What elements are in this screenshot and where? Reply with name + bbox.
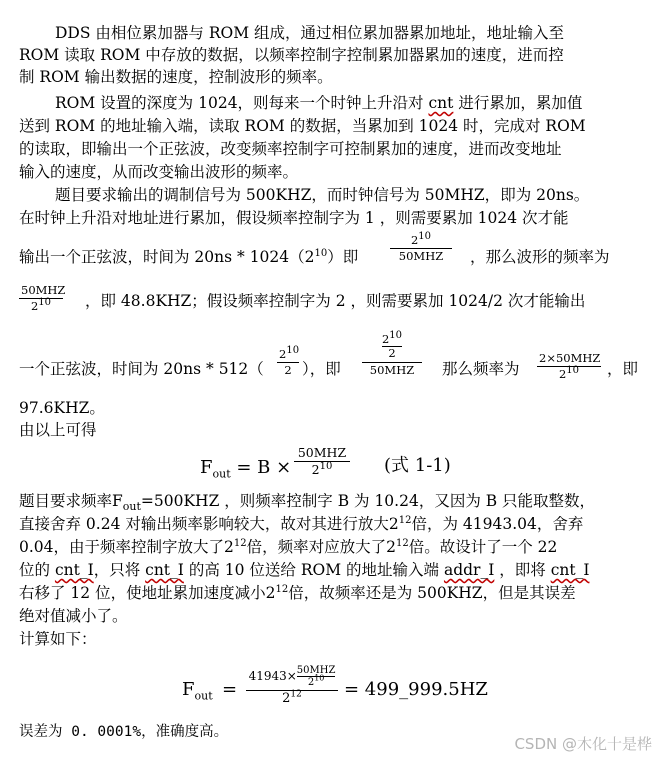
fraction-double-clock-over-depth: 2×50MHZ $2^{10}$ (539, 351, 601, 381)
fraction-clock-over-depth: 50MHZ $2^{10}$ (21, 283, 66, 313)
p3-line-5: 一个正弦波，时间为 20ns * 512（ (19, 360, 264, 378)
cnt-i-variable: cnt_I (145, 561, 184, 579)
p4-line-2: 直接舍弃 0.24 对输出频率影响较大，故对其进行放大$2^{12}$倍，为 41943.04，舍弃 (19, 514, 584, 533)
p4-line-3: 0.04，由于频率控制字放大了$2^{12}$倍，频率对应放大了$2^{12}$倍。故设计了一个 22 (19, 537, 558, 556)
error-line: 误差为 0. 0001%，准确度高。 (19, 724, 229, 740)
p3-line-5-then: 那么频率为 (442, 360, 520, 378)
equation-1-1: $F_{out} = B$ × (200, 457, 292, 481)
fraction-nested-time: $2^{10}$ 2 50MHZ (362, 333, 422, 377)
p4-line-5: 右移了 12 位，使地址累加速度减小$2^{12}$倍，故频率还是为 500KHZ，但是其误差 (19, 583, 576, 602)
equation-2-equals: = (222, 679, 238, 700)
equation-1-1-fraction: 50MHZ $2^{10}$ (294, 446, 350, 477)
p3-line-2: 在时钟上升沿对地址进行累加，假设频率控制字为 1 ，则需要累加 1024 次才能 (19, 209, 569, 227)
cnt-i-variable: cnt_I (54, 561, 94, 579)
equation-label: (式 1-1) (384, 455, 451, 476)
p4-line-4: 位的 cnt_I，只将 cnt_I 的高 10 位送给 ROM 的地址输入端 addr_I ，即将 cnt_I (19, 561, 590, 579)
derive-line: 由以上可得 (19, 421, 97, 439)
p2-line-4: 输入的速度，从而改变输出波形的频率。 (19, 163, 299, 181)
p3-line-5-end: ，即 (607, 360, 639, 378)
p3-line-3-tail: ，那么波形的频率为 (470, 248, 610, 266)
p4-line-1: 题目要求频率$F_{out}=500KHZ$ ，则频率控制字 B 为 10.24，又因为 B 只能取整数， (19, 492, 596, 514)
calc-line: 计算如下： (19, 630, 97, 648)
p1-line-3: 制 ROM 输出数据的速度，控制波形的频率。 (19, 68, 333, 86)
csdn-watermark: CSDN @木化十是桦 (514, 735, 652, 753)
equation-2-result: = 499_999.5HZ (344, 679, 488, 700)
fraction-time-over-clock: $2^{10}$ 50MHZ (390, 234, 452, 263)
addr-i-variable: addr_I (443, 561, 495, 579)
p1-line-2: ROM 读取 ROM 中存放的数据，以频率控制字控制累加器累加的速度，进而控 (19, 46, 564, 64)
cnt-variable: cnt (428, 94, 454, 112)
equation-2-lhs: $F_{out}$ (182, 679, 213, 703)
p1-line-1: DDS 由相位累加器与 ROM 组成，通过相位累加器累加地址，地址输入至 (55, 24, 565, 42)
p2-line-2: 送到 ROM 的地址输入端，读取 ROM 的数据，当累加到 1024 时，完成对 ROM (19, 117, 586, 135)
p3-line-4: ，即 48.8KHZ；假设频率控制字为 2 ，则需要累加 1024/2 次才能输出 (85, 292, 586, 310)
p3-line-5-mid: ），即 (302, 360, 341, 378)
p2-line-3: 的读取，即输出一个正弦波，改变频率控制字可控制累加的速度，进而改变地址 (19, 140, 562, 158)
equation-2-fraction: 41943× 50MHZ $2^{10}$ $2^{12}$ (246, 665, 338, 705)
p3-line-6: 97.6KHZ。 (19, 399, 105, 417)
p3-line-1: 题目要求输出的调制信号为 500KHZ，而时钟信号为 50MHZ，即为 20ns。 (55, 186, 590, 204)
cnt-i-variable: cnt_I (550, 561, 590, 579)
p2-line-1: ROM 设置的深度为 1024，则每来一个时钟上升沿对 cnt 进行累加，累加值 (55, 94, 583, 112)
fraction-depth-half: $\frac{2^{10}}{2}$ (279, 345, 300, 377)
p4-line-6: 绝对值减小了。 (19, 607, 128, 625)
p3-line-3: 输出一个正弦波，时间为 $20ns * 1024(2^{10})$即 (19, 247, 359, 266)
